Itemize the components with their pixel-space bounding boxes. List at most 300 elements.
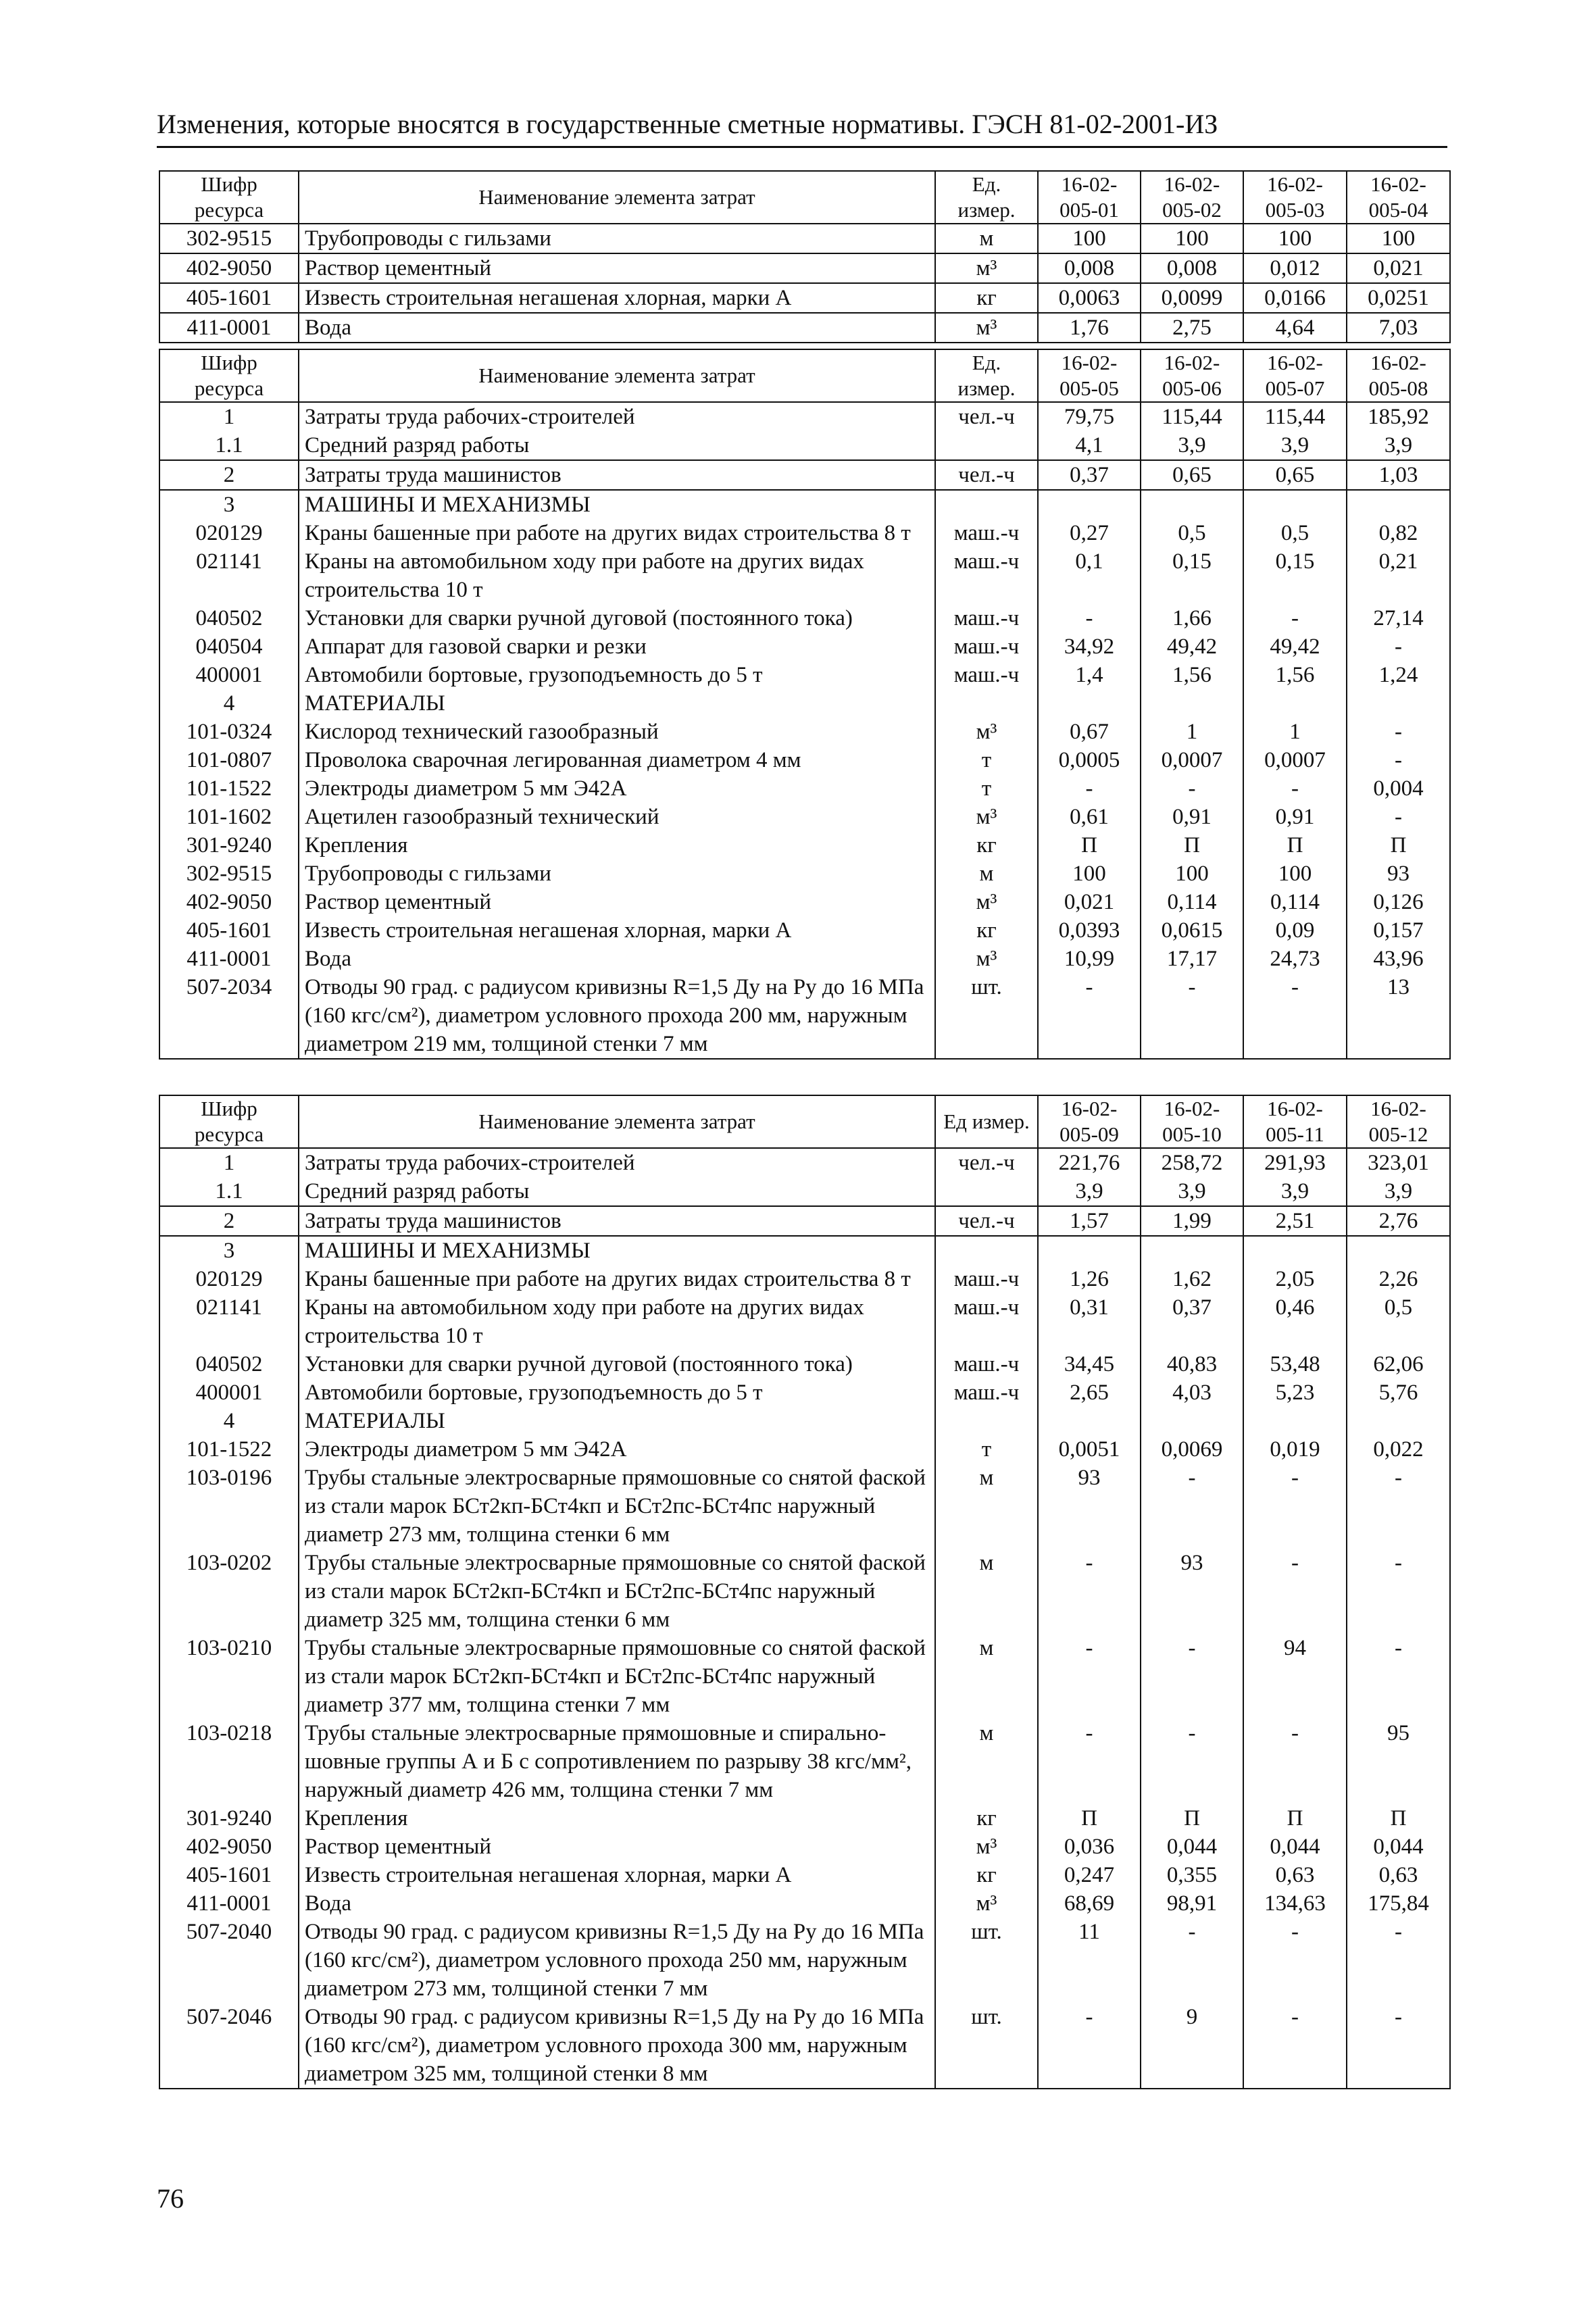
norm-value: 0,5: [1347, 1293, 1450, 1350]
column-header: Шифр ресурса: [159, 1095, 299, 1148]
norm-value: 0,09: [1243, 916, 1347, 945]
column-header: 16-02-005-04: [1347, 171, 1450, 224]
norm-value: -: [1038, 973, 1141, 1059]
norm-value: 1,57: [1038, 1206, 1141, 1236]
norm-value: [1141, 1236, 1243, 1265]
norm-value: [1243, 490, 1347, 519]
column-header: Наименование элемента затрат: [299, 171, 935, 224]
norm-value: 0,0166: [1243, 283, 1347, 313]
table-row: [159, 860, 1450, 888]
table-row: [159, 1177, 1450, 1206]
resource-code: 405-1601: [159, 283, 299, 313]
cost-element-name: Трубы стальные электросварные прямошовные со снятой фаской из стали марок БСт2кп-БСт4кп и БСт2пс-БСт4пс наружный диаметр 377 мм, толщина стенки 7 мм: [299, 1634, 935, 1719]
norm-value: 0,65: [1243, 460, 1347, 490]
norm-value: [1038, 490, 1141, 519]
table-row: [159, 1634, 1450, 1719]
unit-of-measure: м³: [935, 1833, 1038, 1861]
cost-element-name: Автомобили бортовые, грузоподъемность до 5 т: [299, 1378, 935, 1407]
norm-value: 40,83: [1141, 1350, 1243, 1378]
table-row: [159, 1918, 1450, 2003]
unit-of-measure: чел.-ч: [935, 1148, 1038, 1177]
table-row: [159, 1549, 1450, 1634]
cost-element-name: Установки для сварки ручной дуговой (постоянного тока): [299, 1350, 935, 1378]
norm-value: 11: [1038, 1918, 1141, 2003]
unit-of-measure: м³: [935, 888, 1038, 916]
norm-value: 0,61: [1038, 803, 1141, 831]
norm-value: -: [1038, 1634, 1141, 1719]
table-row: [159, 973, 1450, 1059]
unit-of-measure: маш.-ч: [935, 1378, 1038, 1407]
norm-value: 1,4: [1038, 661, 1141, 689]
table-row: [159, 1861, 1450, 1889]
norm-value: -: [1141, 1918, 1243, 2003]
resource-code: 101-1522: [159, 1435, 299, 1464]
norm-value: 43,96: [1347, 945, 1450, 973]
norm-value: [1141, 1407, 1243, 1435]
resource-code: 405-1601: [159, 916, 299, 945]
unit-of-measure: кг: [935, 831, 1038, 860]
resource-code: 3: [159, 1236, 299, 1265]
norm-value: 291,93: [1243, 1148, 1347, 1177]
resource-code: 411-0001: [159, 313, 299, 343]
column-header: 16-02-005-08: [1347, 349, 1450, 402]
norm-value: 0,044: [1243, 1833, 1347, 1861]
unit-of-measure: [935, 1236, 1038, 1265]
cost-element-name: Автомобили бортовые, грузоподъемность до 5 т: [299, 661, 935, 689]
norm-value: 4,1: [1038, 431, 1141, 460]
table-row: [159, 1148, 1450, 1177]
norm-value: 0,114: [1243, 888, 1347, 916]
norm-value: -: [1038, 604, 1141, 632]
norm-value: 0,0007: [1141, 746, 1243, 774]
norm-value: [1243, 1407, 1347, 1435]
norm-value: П: [1243, 831, 1347, 860]
table-row: [159, 1719, 1450, 1804]
norm-value: -: [1243, 2003, 1347, 2089]
unit-of-measure: маш.-ч: [935, 1293, 1038, 1350]
norm-value: 175,84: [1347, 1889, 1450, 1918]
norm-value: 0,0007: [1243, 746, 1347, 774]
resource-code: 020129: [159, 519, 299, 547]
norm-value: -: [1038, 2003, 1141, 2089]
unit-of-measure: чел.-ч: [935, 460, 1038, 490]
resource-code: 411-0001: [159, 1889, 299, 1918]
norm-value: [1243, 689, 1347, 718]
resource-code: 400001: [159, 1378, 299, 1407]
cost-element-name: Отводы 90 град. с радиусом кривизны R=1,5 Ду на Ру до 16 МПа (160 кгс/см²), диаметром условного прохода 300 мм, наружным диаметром 325 мм, толщиной стенки 8 мм: [299, 2003, 935, 2089]
norm-value: 94: [1243, 1634, 1347, 1719]
table-row: [159, 547, 1450, 604]
norm-value: П: [1243, 1804, 1347, 1833]
resource-code: 1.1: [159, 431, 299, 460]
norm-value: 100: [1141, 224, 1243, 253]
table-row: [159, 945, 1450, 973]
resource-code: 301-9240: [159, 831, 299, 860]
norm-value: [1347, 689, 1450, 718]
norm-value: П: [1141, 1804, 1243, 1833]
table-row: [159, 661, 1450, 689]
cost-element-name: МАТЕРИАЛЫ: [299, 689, 935, 718]
resource-code: 402-9050: [159, 888, 299, 916]
norm-value: [1347, 490, 1450, 519]
column-header: 16-02-005-10: [1141, 1095, 1243, 1148]
unit-of-measure: чел.-ч: [935, 402, 1038, 431]
norm-value: -: [1347, 803, 1450, 831]
norm-value: 0,5: [1243, 519, 1347, 547]
cost-element-name: Известь строительная негашеная хлорная, марки А: [299, 1861, 935, 1889]
norm-value: 5,23: [1243, 1378, 1347, 1407]
norm-value: -: [1347, 1464, 1450, 1549]
unit-of-measure: м: [935, 1719, 1038, 1804]
table-row: [159, 604, 1450, 632]
norm-value: -: [1141, 1719, 1243, 1804]
norm-value: 0,91: [1243, 803, 1347, 831]
norm-value: [1243, 1236, 1347, 1265]
resource-code: 021141: [159, 1293, 299, 1350]
cost-element-name: Краны башенные при работе на других видах строительства 8 т: [299, 519, 935, 547]
norm-value: 4,64: [1243, 313, 1347, 343]
unit-of-measure: шт.: [935, 973, 1038, 1059]
norm-value: 0,044: [1141, 1833, 1243, 1861]
cost-element-name: МАШИНЫ И МЕХАНИЗМЫ: [299, 1236, 935, 1265]
unit-of-measure: [935, 689, 1038, 718]
norm-value: [1141, 689, 1243, 718]
norm-value: 0,0099: [1141, 283, 1243, 313]
norm-value: 100: [1038, 224, 1141, 253]
norm-value: 34,92: [1038, 632, 1141, 661]
resource-code: 2: [159, 1206, 299, 1236]
norm-value: 1,24: [1347, 661, 1450, 689]
norm-value: 2,76: [1347, 1206, 1450, 1236]
table-row: [159, 1889, 1450, 1918]
table-row: [159, 283, 1450, 313]
cost-element-name: Затраты труда рабочих-строителей: [299, 1148, 935, 1177]
norm-value: 1,99: [1141, 1206, 1243, 1236]
norm-value: 53,48: [1243, 1350, 1347, 1378]
unit-of-measure: м: [935, 224, 1038, 253]
norm-value: 0,021: [1347, 253, 1450, 283]
unit-of-measure: т: [935, 774, 1038, 803]
table-row: [159, 431, 1450, 460]
norm-value: 0,044: [1347, 1833, 1450, 1861]
norm-value: 3,9: [1243, 431, 1347, 460]
norm-value: 1,03: [1347, 460, 1450, 490]
norm-value: 0,022: [1347, 1435, 1450, 1464]
table-row: [159, 1833, 1450, 1861]
norm-value: 3,9: [1347, 431, 1450, 460]
norm-value: -: [1347, 1918, 1450, 2003]
page-header: Изменения, которые вносятся в государственные сметные нормативы. ГЭСН 81-02-2001-ИЗ: [157, 108, 1447, 148]
cost-element-name: Трубы стальные электросварные прямошовные и спирально-шовные группы А и Б с сопротивлением по разрыву 38 кгс/мм², наружный диаметр 426 мм, толщина стенки 7 мм: [299, 1719, 935, 1804]
resource-code: 405-1601: [159, 1861, 299, 1889]
resource-code: 4: [159, 689, 299, 718]
norm-value: 0,0005: [1038, 746, 1141, 774]
norm-value: П: [1038, 1804, 1141, 1833]
unit-of-measure: [935, 490, 1038, 519]
cost-element-name: Затраты труда рабочих-строителей: [299, 402, 935, 431]
norm-value: 24,73: [1243, 945, 1347, 973]
cost-element-name: Электроды диаметром 5 мм Э42А: [299, 774, 935, 803]
column-header: Шифр ресурса: [159, 171, 299, 224]
table-row: [159, 1350, 1450, 1378]
norm-value: П: [1347, 1804, 1450, 1833]
column-header: 16-02-005-11: [1243, 1095, 1347, 1148]
unit-of-measure: шт.: [935, 1918, 1038, 2003]
norm-value: -: [1243, 604, 1347, 632]
cost-element-name: Известь строительная негашеная хлорная, марки А: [299, 916, 935, 945]
column-header: 16-02-005-02: [1141, 171, 1243, 224]
cost-element-name: Краны на автомобильном ходу при работе на других видах строительства 10 т: [299, 1293, 935, 1350]
table-row: [159, 632, 1450, 661]
unit-of-measure: [935, 1407, 1038, 1435]
norm-value: 27,14: [1347, 604, 1450, 632]
cost-element-name: МАТЕРИАЛЫ: [299, 1407, 935, 1435]
norm-value: 0,15: [1243, 547, 1347, 604]
column-header: 16-02-005-09: [1038, 1095, 1141, 1148]
norm-value: 1,62: [1141, 1265, 1243, 1293]
norm-value: 0,036: [1038, 1833, 1141, 1861]
norm-value: 10,99: [1038, 945, 1141, 973]
resource-table-2: [159, 349, 1451, 1060]
norm-value: 100: [1243, 224, 1347, 253]
norm-value: 0,5: [1141, 519, 1243, 547]
norm-value: 323,01: [1347, 1148, 1450, 1177]
norm-value: 0,019: [1243, 1435, 1347, 1464]
norm-value: 0,15: [1141, 547, 1243, 604]
page-number: 76: [157, 2183, 184, 2214]
resource-code: 400001: [159, 661, 299, 689]
norm-value: 5,76: [1347, 1378, 1450, 1407]
table-row: [159, 1435, 1450, 1464]
norm-value: 100: [1243, 860, 1347, 888]
column-header: 16-02-005-12: [1347, 1095, 1450, 1148]
norm-value: 0,114: [1141, 888, 1243, 916]
norm-value: 0,27: [1038, 519, 1141, 547]
norm-value: 2,75: [1141, 313, 1243, 343]
unit-of-measure: т: [935, 1435, 1038, 1464]
norm-value: -: [1347, 632, 1450, 661]
norm-value: 0,126: [1347, 888, 1450, 916]
norm-value: -: [1243, 1719, 1347, 1804]
norm-value: 3,9: [1347, 1177, 1450, 1206]
table-row: [159, 1206, 1450, 1236]
norm-value: 0,021: [1038, 888, 1141, 916]
norm-value: -: [1243, 1549, 1347, 1634]
norm-value: 115,44: [1243, 402, 1347, 431]
norm-value: 0,65: [1141, 460, 1243, 490]
table-row: [159, 460, 1450, 490]
norm-value: 95: [1347, 1719, 1450, 1804]
unit-of-measure: кг: [935, 1861, 1038, 1889]
norm-value: [1347, 1236, 1450, 1265]
cost-element-name: Установки для сварки ручной дуговой (постоянного тока): [299, 604, 935, 632]
unit-of-measure: маш.-ч: [935, 547, 1038, 604]
unit-of-measure: [935, 1177, 1038, 1206]
norm-value: 0,63: [1347, 1861, 1450, 1889]
resource-code: 020129: [159, 1265, 299, 1293]
resource-code: 4: [159, 1407, 299, 1435]
norm-value: 100: [1141, 860, 1243, 888]
resource-code: 402-9050: [159, 253, 299, 283]
norm-value: 3,9: [1038, 1177, 1141, 1206]
unit-of-measure: м: [935, 1549, 1038, 1634]
unit-of-measure: м³: [935, 313, 1038, 343]
unit-of-measure: маш.-ч: [935, 632, 1038, 661]
table-header-row: [159, 171, 1450, 224]
cost-element-name: Краны башенные при работе на других видах строительства 8 т: [299, 1265, 935, 1293]
unit-of-measure: чел.-ч: [935, 1206, 1038, 1236]
resource-code: 040502: [159, 1350, 299, 1378]
norm-value: 1: [1243, 718, 1347, 746]
resource-code: 101-1522: [159, 774, 299, 803]
norm-value: [1141, 490, 1243, 519]
resource-code: 302-9515: [159, 860, 299, 888]
resource-code: 101-1602: [159, 803, 299, 831]
cost-element-name: Вода: [299, 945, 935, 973]
norm-value: -: [1347, 718, 1450, 746]
norm-value: 7,03: [1347, 313, 1450, 343]
unit-of-measure: м: [935, 1464, 1038, 1549]
resource-code: 021141: [159, 547, 299, 604]
table-row: [159, 224, 1450, 253]
unit-of-measure: м³: [935, 718, 1038, 746]
resource-code: 103-0196: [159, 1464, 299, 1549]
norm-value: 2,51: [1243, 1206, 1347, 1236]
resource-code: 402-9050: [159, 1833, 299, 1861]
norm-value: -: [1038, 1549, 1141, 1634]
norm-value: 0,012: [1243, 253, 1347, 283]
unit-of-measure: шт.: [935, 2003, 1038, 2089]
norm-value: 258,72: [1141, 1148, 1243, 1177]
norm-value: 93: [1347, 860, 1450, 888]
norm-value: 3,9: [1141, 431, 1243, 460]
cost-element-name: Ацетилен газообразный технический: [299, 803, 935, 831]
norm-value: 0,21: [1347, 547, 1450, 604]
resource-code: 507-2040: [159, 1918, 299, 2003]
unit-of-measure: кг: [935, 1804, 1038, 1833]
table-row: [159, 519, 1450, 547]
table-row: [159, 490, 1450, 519]
norm-value: 49,42: [1141, 632, 1243, 661]
unit-of-measure: маш.-ч: [935, 1265, 1038, 1293]
norm-value: 2,65: [1038, 1378, 1141, 1407]
norm-value: 68,69: [1038, 1889, 1141, 1918]
unit-of-measure: кг: [935, 916, 1038, 945]
cost-element-name: Аппарат для газовой сварки и резки: [299, 632, 935, 661]
norm-value: 9: [1141, 2003, 1243, 2089]
norm-value: -: [1347, 1634, 1450, 1719]
norm-value: -: [1141, 1464, 1243, 1549]
resource-code: 1.1: [159, 1177, 299, 1206]
norm-value: 62,06: [1347, 1350, 1450, 1378]
norm-value: 98,91: [1141, 1889, 1243, 1918]
resource-code: 103-0202: [159, 1549, 299, 1634]
norm-value: -: [1347, 1549, 1450, 1634]
resource-table-1: [159, 170, 1451, 343]
cost-element-name: Крепления: [299, 1804, 935, 1833]
norm-value: 0,0615: [1141, 916, 1243, 945]
column-header: Наименование элемента затрат: [299, 349, 935, 402]
norm-value: 3,9: [1141, 1177, 1243, 1206]
norm-value: 3,9: [1243, 1177, 1347, 1206]
table-row: [159, 1407, 1450, 1435]
norm-value: 0,008: [1038, 253, 1141, 283]
norm-value: 0,1: [1038, 547, 1141, 604]
norm-value: 1: [1141, 718, 1243, 746]
resource-code: 101-0324: [159, 718, 299, 746]
norm-value: 0,37: [1038, 460, 1141, 490]
cost-element-name: Краны на автомобильном ходу при работе на других видах строительства 10 т: [299, 547, 935, 604]
table-row: [159, 831, 1450, 860]
norm-value: [1038, 1236, 1141, 1265]
cost-element-name: Средний разряд работы: [299, 1177, 935, 1206]
norm-value: 0,247: [1038, 1861, 1141, 1889]
cost-element-name: Трубопроводы с гильзами: [299, 224, 935, 253]
norm-value: 0,0251: [1347, 283, 1450, 313]
norm-value: -: [1243, 973, 1347, 1059]
norm-value: 0,0393: [1038, 916, 1141, 945]
norm-value: 0,355: [1141, 1861, 1243, 1889]
unit-of-measure: м³: [935, 803, 1038, 831]
unit-of-measure: м³: [935, 945, 1038, 973]
table-row: [159, 1265, 1450, 1293]
resource-code: 302-9515: [159, 224, 299, 253]
column-header: Ед измер.: [935, 1095, 1038, 1148]
table-row: [159, 2003, 1450, 2089]
norm-value: 79,75: [1038, 402, 1141, 431]
norm-value: 115,44: [1141, 402, 1243, 431]
norm-value: П: [1347, 831, 1450, 860]
table-row: [159, 402, 1450, 431]
norm-value: 221,76: [1038, 1148, 1141, 1177]
norm-value: -: [1347, 2003, 1450, 2089]
table-row: [159, 803, 1450, 831]
table-row: [159, 746, 1450, 774]
norm-value: 2,26: [1347, 1265, 1450, 1293]
resource-code: 1: [159, 1148, 299, 1177]
norm-value: 0,82: [1347, 519, 1450, 547]
norm-value: 13: [1347, 973, 1450, 1059]
norm-value: П: [1141, 831, 1243, 860]
unit-of-measure: кг: [935, 283, 1038, 313]
resource-code: 101-0807: [159, 746, 299, 774]
resource-code: 507-2046: [159, 2003, 299, 2089]
norm-value: -: [1243, 1918, 1347, 2003]
norm-value: [1038, 1407, 1141, 1435]
norm-value: 0,157: [1347, 916, 1450, 945]
resource-code: 040504: [159, 632, 299, 661]
cost-element-name: Раствор цементный: [299, 253, 935, 283]
unit-of-measure: м³: [935, 253, 1038, 283]
norm-value: 4,03: [1141, 1378, 1243, 1407]
resource-code: 2: [159, 460, 299, 490]
cost-element-name: Раствор цементный: [299, 888, 935, 916]
table-row: [159, 774, 1450, 803]
cost-element-name: Отводы 90 град. с радиусом кривизны R=1,5 Ду на Ру до 16 МПа (160 кгс/см²), диаметром условного прохода 250 мм, наружным диаметром 273 мм, толщиной стенки 7 мм: [299, 1918, 935, 2003]
norm-value: -: [1038, 1719, 1141, 1804]
norm-value: 2,05: [1243, 1265, 1347, 1293]
cost-element-name: Известь строительная негашеная хлорная, марки А: [299, 283, 935, 313]
norm-value: 93: [1038, 1464, 1141, 1549]
norm-value: -: [1141, 774, 1243, 803]
norm-value: 93: [1141, 1549, 1243, 1634]
norm-value: -: [1243, 1464, 1347, 1549]
norm-value: 185,92: [1347, 402, 1450, 431]
cost-element-name: Трубы стальные электросварные прямошовные со снятой фаской из стали марок БСт2кп-БСт4кп и БСт2пс-БСт4пс наружный диаметр 325 мм, толщина стенки 6 мм: [299, 1549, 935, 1634]
resource-code: 507-2034: [159, 973, 299, 1059]
norm-value: 134,63: [1243, 1889, 1347, 1918]
resource-code: 3: [159, 490, 299, 519]
